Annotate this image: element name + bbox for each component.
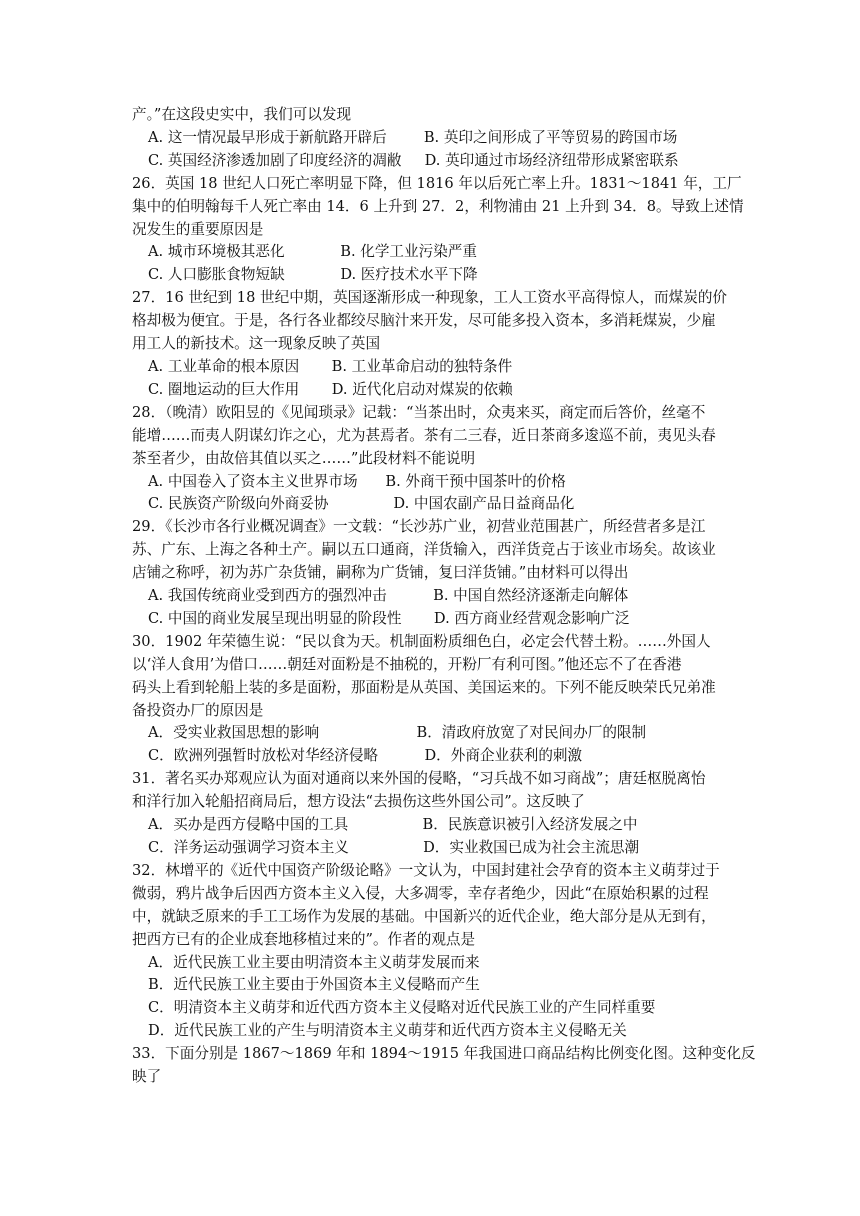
- answer-options-line: A. 这一情况最早形成于新航路开辟后 B. 英印之间形成了平等贸易的跨国市场: [148, 128, 678, 146]
- answer-options-line: A. 城市环境极其恶化 B. 化学工业污染严重: [148, 243, 477, 261]
- question-text-line: 备投资办厂的原因是: [132, 701, 264, 719]
- answer-options-line: A．近代民族工业主要由明清资本主义萌芽发展而来: [148, 953, 480, 971]
- question-text-line: 29．《长沙市各行业概况调查》一文载：“长沙苏广业，初营业范围甚广，所经营者多是江: [132, 518, 706, 536]
- question-text-line: 30．1902 年荣德生说：“民以食为天。机制面粉质细色白，必定会代替土粉。……外国人: [132, 632, 711, 650]
- answer-options-line: A．受实业救国思想的影响 B．清政府放宽了对民间办厂的限制: [148, 724, 647, 742]
- question-text-line: 31．著名买办郑观应认为面对通商以来外国的侵略，“习兵战不如习商战”；唐廷枢脱离怡: [132, 770, 706, 788]
- question-text-line: 集中的伯明翰每千人死亡率由 14．6 上升到 27．2，利物浦由 21 上升到 34．8。导致上述情: [132, 197, 744, 215]
- answer-options-line: C．欧洲列强暂时放松对华经济侵略 D．外商企业获利的刺激: [148, 747, 583, 765]
- question-text-line: 33．下面分别是 1867～1869 年和 1894～1915 年我国进口商品结构比例变化图。这种变化反: [132, 1045, 756, 1063]
- question-text-line: 和洋行加入轮船招商局后，想方设法“去损伤这些外国公司”。这反映了: [132, 793, 585, 811]
- answer-options-line: A．买办是西方侵略中国的工具 B．民族意识被引入经济发展之中: [148, 816, 638, 834]
- answer-options-line: C. 英国经济渗透加剧了印度经济的凋敝 D. 英印通过市场经济纽带形成紧密联系: [148, 151, 679, 169]
- answer-options-line: B．近代民族工业主要由于外国资本主义侵略而产生: [148, 976, 480, 994]
- question-text-line: 况发生的重要原因是: [132, 220, 264, 238]
- question-text-line: 以‘洋人食用’为借口……朝廷对面粉是不抽税的，开粉厂有利可图。”他还忘不了在香港: [132, 655, 682, 673]
- question-text-line: 格却极为便宜。于是，各行各业都绞尽脑汁来开发，尽可能多投入资本，多消耗煤炭，少雇: [132, 312, 716, 330]
- answer-options-line: C. 民族资产阶级向外商妥协 D. 中国农副产品日益商品化: [148, 495, 575, 513]
- question-text-line: 产。”在这段史实中，我们可以发现: [132, 106, 352, 123]
- question-text-line: 店铺之称呼，初为苏广杂货铺，嗣称为广货铺，复曰洋货铺。”由材料可以得出: [132, 564, 629, 582]
- answer-options-line: C．明清资本主义萌芽和近代西方资本主义侵略对近代民族工业的产生同样重要: [148, 999, 656, 1017]
- answer-options-line: C．洋务运动强调学习资本主义 D．实业救国已成为社会主流思潮: [148, 839, 640, 856]
- question-text-line: 苏、广东、上海之各种土产。嗣以五口通商，洋货输入，西洋货竞占于该业市场矣。故该业: [132, 541, 716, 559]
- question-text-line: 用工人的新技术。这一现象反映了英国: [132, 335, 381, 353]
- question-text-line: 茶至者少，由故倍其值以买之……”此段材料不能说明: [132, 449, 476, 467]
- question-text-line: 27．16 世纪到 18 世纪中期，英国逐渐形成一种现象，工人工资水平高得惊人，而煤炭的价: [132, 289, 728, 307]
- question-text-line: 32．林增平的《近代中国资产阶级论略》一文认为，中国封建社会孕育的资本主义萌芽过于: [132, 861, 720, 879]
- answer-options-line: A. 中国卷入了资本主义世界市场 B. 外商干预中国茶叶的价格: [148, 472, 566, 490]
- question-text-line: 26．英国 18 世纪人口死亡率明显下降，但 1816 年以后死亡率上升。1831～1841 年，工厂: [132, 174, 742, 192]
- question-text-line: 微弱，鸦片战争后因西方资本主义入侵，大多凋零，幸存者绝少，因此“在原始积累的过程: [132, 884, 709, 902]
- answer-options-line: C. 中国的商业发展呈现出明显的阶段性 D. 西方商业经营观念影响广泛: [148, 609, 630, 627]
- answer-options-line: C. 人口膨胀食物短缺 D. 医疗技术水平下降: [148, 266, 478, 284]
- question-text-line: 码头上看到轮船上装的多是面粉，那面粉是从英国、美国运来的。下列不能反映荣氏兄弟准: [132, 678, 716, 696]
- question-text-line: 能增……而夷人阴谋幻诈之心，尤为甚焉者。茶有二三春，近日茶商多逡巡不前，夷见头春: [132, 426, 716, 444]
- question-text-line: 28．（晚清）欧阳昱的《见闻琐录》记载：“当茶出时，众夷来买，商定而后答价，丝毫不: [132, 403, 706, 421]
- question-text-line: 映了: [132, 1068, 162, 1086]
- answer-options-line: D．近代民族工业的产生与明清资本主义萌芽和近代西方资本主义侵略无关: [148, 1022, 627, 1040]
- question-text-line: 把西方已有的企业成套地移植过来的”。作者的观点是: [132, 930, 476, 948]
- answer-options-line: A. 工业革命的根本原因 B. 工业革命启动的独特条件: [148, 357, 513, 375]
- question-text-line: 中，就缺乏原来的手工工场作为发展的基础。中国新兴的近代企业，绝大部分是从无到有，: [132, 907, 716, 925]
- answer-options-line: A. 我国传统商业受到西方的强烈冲击 B. 中国自然经济逐渐走向解体: [148, 587, 629, 605]
- answer-options-line: C. 圈地运动的巨大作用 D. 近代化启动对煤炭的依赖: [148, 380, 513, 398]
